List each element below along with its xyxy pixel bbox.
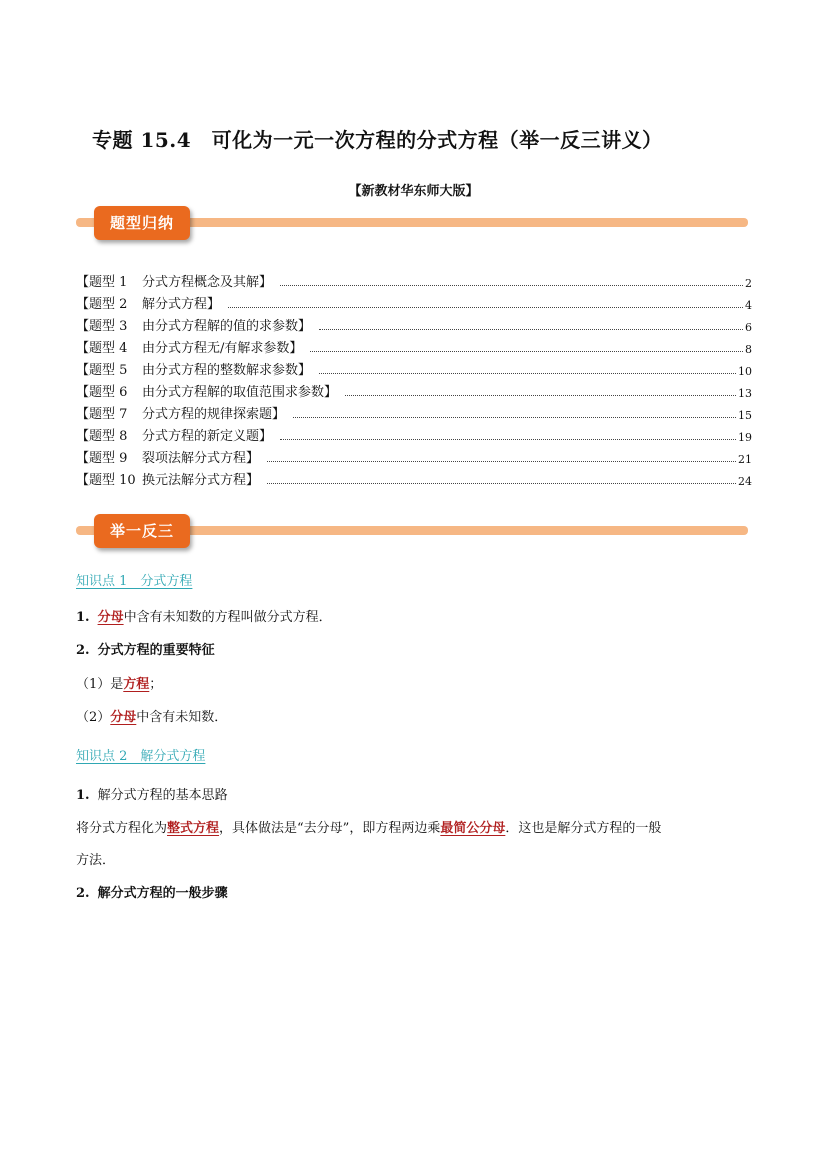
kp2-item-1 <box>76 784 228 803</box>
toc-item-page: 8 <box>745 343 752 356</box>
item-number: 2. <box>76 886 90 901</box>
knowledge-point-1-heading[interactable]: 知识点 1 分式方程 <box>76 574 193 589</box>
toc-item-8[interactable] <box>76 422 752 444</box>
item-number: 2. <box>76 643 90 658</box>
toc-item-label: 换元法解分式方程】 <box>142 473 260 488</box>
toc-item-number: 【题型 3 <box>76 319 128 334</box>
toc-item-label: 由分式方程解的取值范围求参数】 <box>142 385 338 400</box>
highlight-term: 分母 <box>110 710 137 725</box>
banner-tag: 举一反三 <box>94 514 190 548</box>
toc-leader-dots <box>319 372 736 374</box>
toc-item-page: 15 <box>738 409 752 422</box>
toc-item-7[interactable] <box>76 400 752 422</box>
toc-item-page: 13 <box>738 387 752 400</box>
highlight-term: 最简公分母 <box>440 821 506 836</box>
toc-leader-dots <box>280 438 736 440</box>
kp1-item-2 <box>76 639 215 658</box>
toc-item-page: 2 <box>745 277 752 290</box>
item-text: 解分式方程的一般步骤 <box>97 886 228 901</box>
toc-item-9[interactable] <box>76 444 752 466</box>
toc-item-5[interactable] <box>76 356 752 378</box>
toc-item-number: 【题型 4 <box>76 341 128 356</box>
toc-item-label: 由分式方程的整数解求参数】 <box>142 363 312 378</box>
toc-item-4[interactable] <box>76 334 752 356</box>
toc-item-number: 【题型 7 <box>76 407 128 422</box>
toc-item-number: 【题型 2 <box>76 297 128 312</box>
toc-item-number: 【题型 8 <box>76 429 128 444</box>
sub-item-prefix: （1）是 <box>76 677 124 692</box>
kp1-item-1 <box>76 606 332 625</box>
toc-item-page: 4 <box>745 299 752 312</box>
item-text: 中含有未知数的方程叫做分式方程． <box>123 610 332 625</box>
kp2-item-2 <box>76 882 228 901</box>
toc-item-number: 【题型 5 <box>76 363 128 378</box>
toc-item-label: 由分式方程无/有解求参数】 <box>142 341 303 356</box>
toc-leader-dots <box>310 350 743 352</box>
toc-item-number: 【题型 1 <box>76 275 128 290</box>
toc-item-page: 19 <box>738 431 752 444</box>
page-title: 专题 15.4 可化为一元一次方程的分式方程（举一反三讲义） <box>92 128 663 152</box>
toc-leader-dots <box>267 482 736 484</box>
toc-item-label: 由分式方程解的值的求参数】 <box>142 319 312 334</box>
toc-item-6[interactable] <box>76 378 752 400</box>
toc-item-label: 解分式方程】 <box>142 297 221 312</box>
toc-item-2[interactable] <box>76 290 752 312</box>
highlight-term: 分母 <box>97 610 124 625</box>
knowledge-point-2-heading[interactable]: 知识点 2 解分式方程 <box>76 749 206 764</box>
toc-item-page: 10 <box>738 365 752 378</box>
banner-tag: 题型归纳 <box>94 206 190 240</box>
toc-leader-dots <box>267 460 736 462</box>
paragraph-text: 将分式方程化为 <box>76 821 168 836</box>
sub-item-text: ； <box>149 677 163 692</box>
item-number: 1. <box>76 788 90 803</box>
toc-item-10[interactable] <box>76 466 752 488</box>
sub-item-prefix: （2） <box>76 710 111 725</box>
toc-item-number: 【题型 9 <box>76 451 128 466</box>
toc-item-label: 裂项法解分式方程】 <box>142 451 260 466</box>
edition-subtitle: 【新教材华东师大版】 <box>348 184 479 199</box>
toc-item-page: 24 <box>738 475 752 488</box>
highlight-term: 方程 <box>123 677 150 692</box>
toc-item-label: 分式方程概念及其解】 <box>142 275 273 290</box>
toc-leader-dots <box>345 394 736 396</box>
toc-item-3[interactable] <box>76 312 752 334</box>
section-banner-question-types <box>76 206 748 242</box>
kp2-paragraph-line-2: 方法． <box>76 853 116 868</box>
toc-item-label: 分式方程的新定义题】 <box>142 429 273 444</box>
highlight-term: 整式方程 <box>167 821 220 836</box>
toc-item-number: 【题型 6 <box>76 385 128 400</box>
item-number: 1. <box>76 610 90 625</box>
table-of-contents <box>76 268 752 488</box>
paragraph-text: ，具体做法是“去分母”，即方程两边乘 <box>219 821 441 836</box>
toc-item-label: 分式方程的规律探索题】 <box>142 407 286 422</box>
kp1-sub-item-1 <box>76 673 162 692</box>
sub-item-text: 中含有未知数． <box>136 710 228 725</box>
paragraph-text: ．这也是解分式方程的一般 <box>505 821 662 836</box>
toc-item-page: 6 <box>745 321 752 334</box>
toc-leader-dots <box>319 328 743 330</box>
toc-leader-dots <box>228 306 743 308</box>
item-text: 解分式方程的基本思路 <box>97 788 228 803</box>
toc-item-number: 【题型 10 <box>76 473 136 488</box>
item-text: 分式方程的重要特征 <box>97 643 215 658</box>
toc-leader-dots <box>293 416 736 418</box>
toc-item-page: 21 <box>738 453 752 466</box>
kp1-sub-item-2 <box>76 706 227 725</box>
toc-item-1[interactable] <box>76 268 752 290</box>
section-banner-examples <box>76 514 748 550</box>
kp2-paragraph-line-1 <box>76 817 661 836</box>
toc-leader-dots <box>280 284 743 286</box>
